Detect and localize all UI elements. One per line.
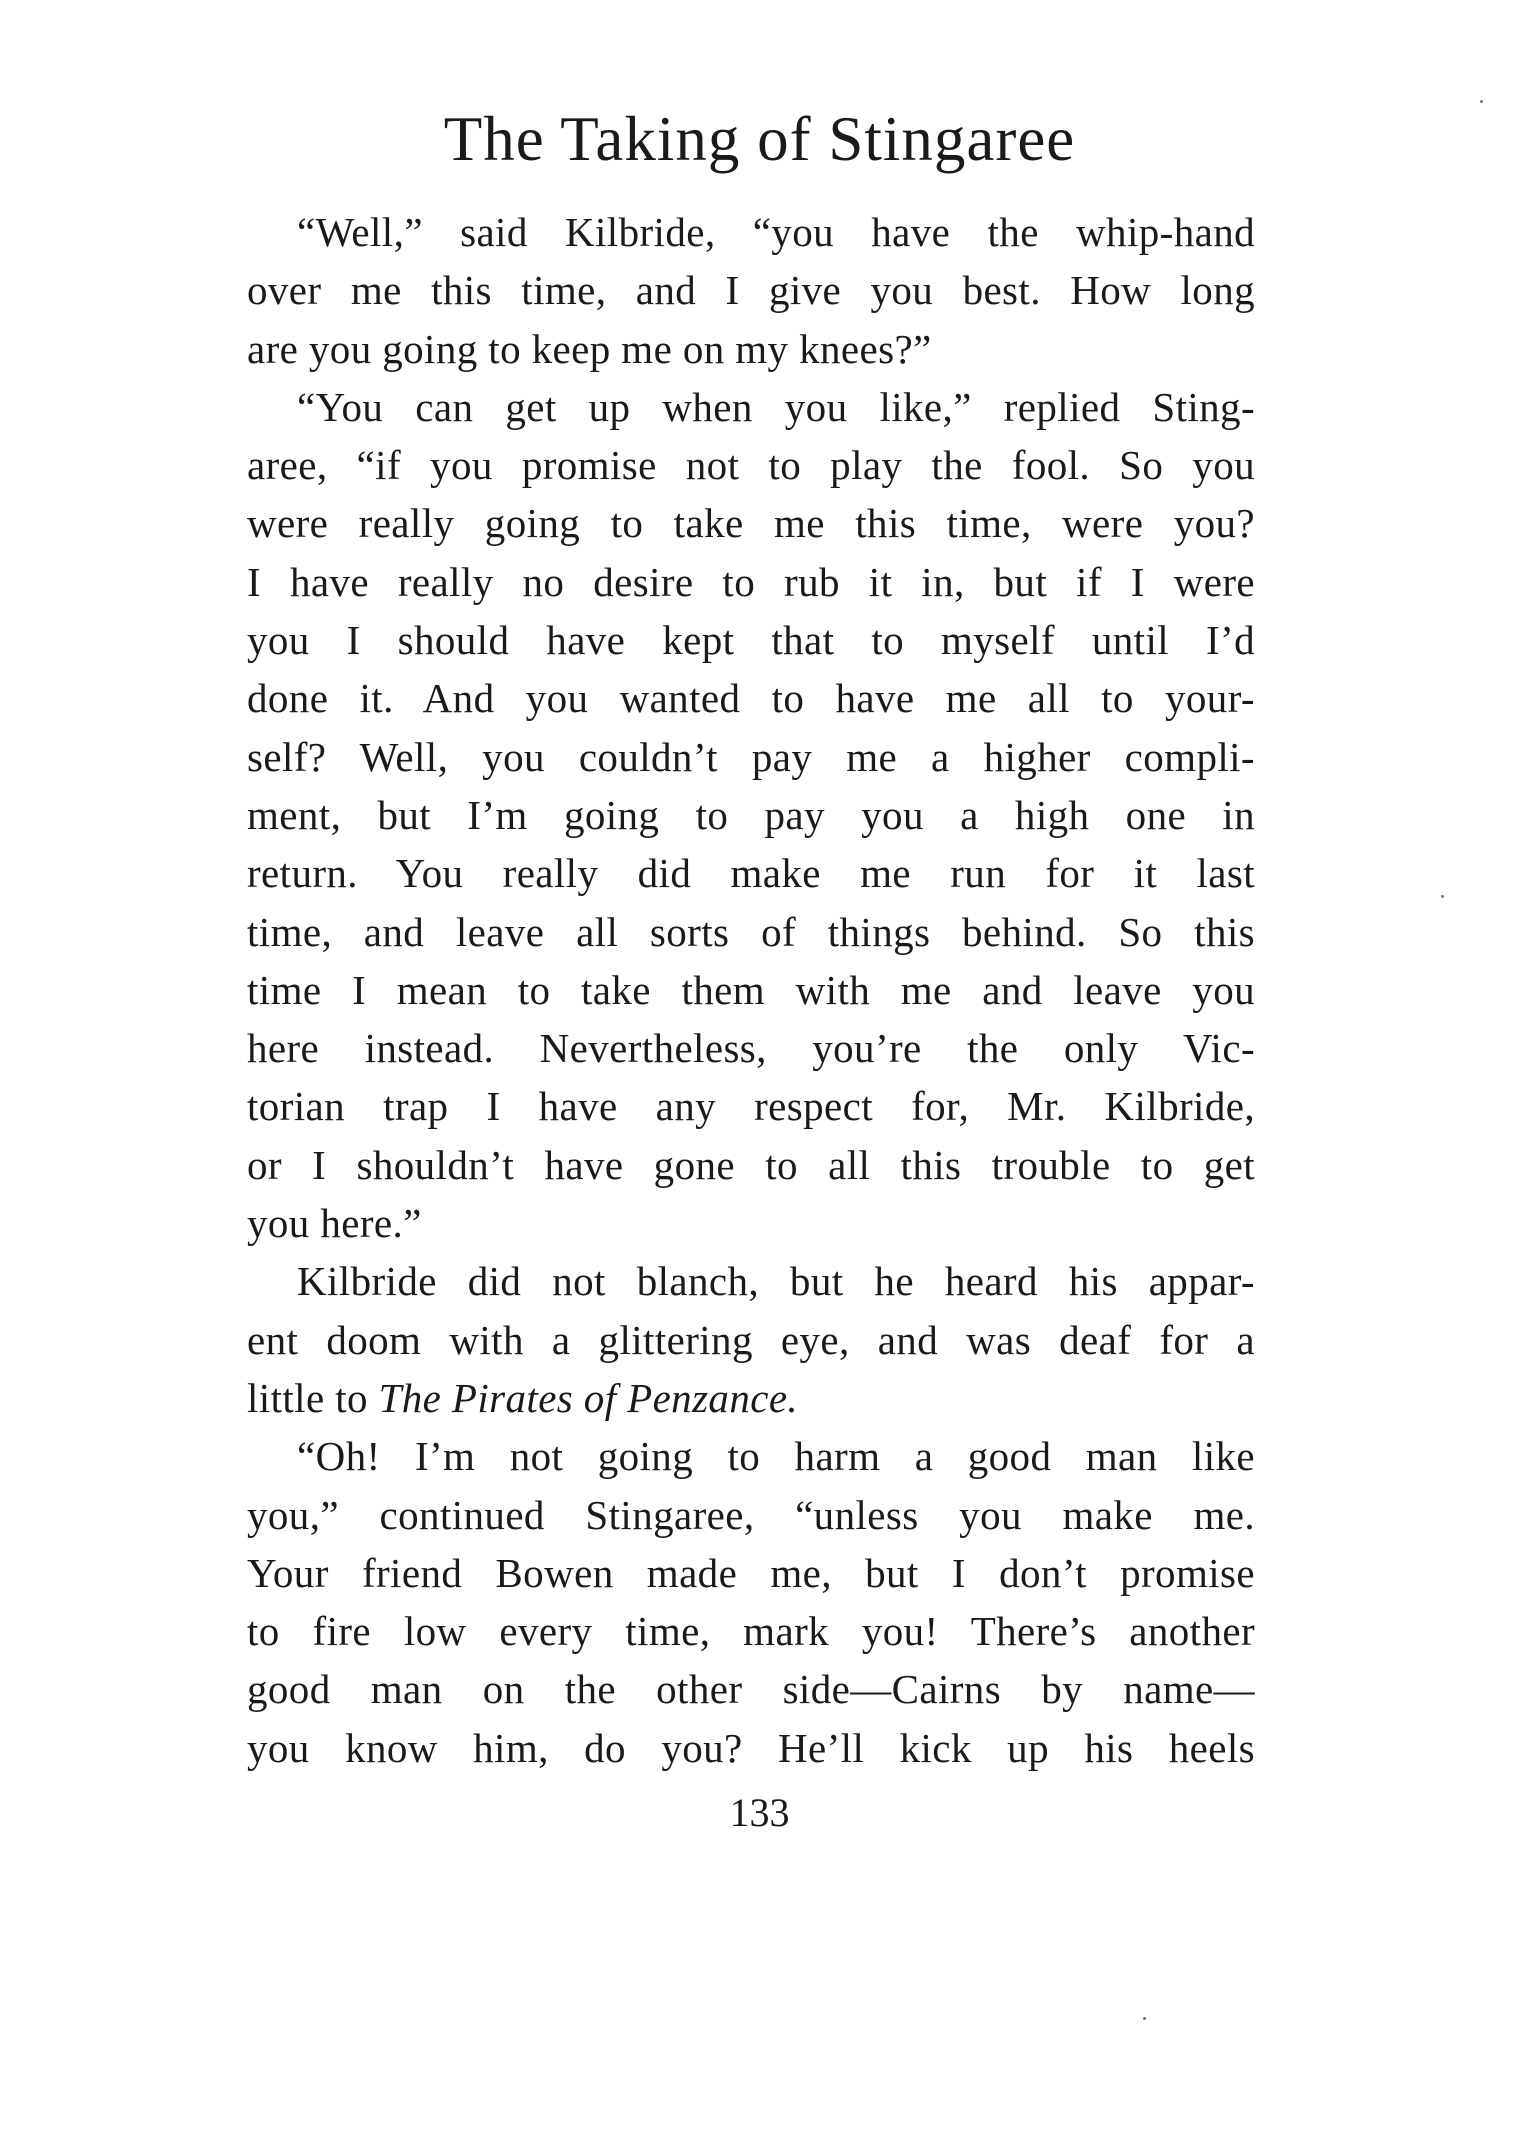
text-line: you here.” (247, 1200, 422, 1247)
text-line: torian trap I have any respect for, Mr. Kilbride, (247, 1083, 1255, 1130)
text-line: return. You really did make me run for it last (247, 850, 1255, 897)
text-line: ment, but I’m going to pay you a high one in (247, 791, 1255, 838)
text-line: I have really no desire to rub it in, but if I were (247, 558, 1255, 605)
text-line: self? Well, you couldn’t pay me a higher compli- (247, 733, 1255, 780)
text-line: ent doom with a glittering eye, and was deaf for a (247, 1316, 1255, 1363)
text-line: you I should have kept that to myself until I’d (247, 617, 1255, 664)
body-text (247, 203, 1255, 1777)
text-line: to fire low every time, mark you! There’s another (247, 1608, 1255, 1655)
paper-speck (1143, 2017, 1146, 2020)
text-line: aree, “if you promise not to play the fool. So you (247, 442, 1255, 489)
text-line: are you going to keep me on my knees?” (247, 325, 932, 372)
paper-speck (1480, 100, 1483, 103)
line-prefix: little to (247, 1374, 368, 1421)
page-number: 133 (729, 1790, 790, 1835)
paper-speck (1441, 895, 1444, 898)
text-line: you,” continued Stingaree, “unless you make me. (247, 1491, 1255, 1538)
text-line: or I shouldn’t have gone to all this trouble to get (247, 1141, 1255, 1188)
text-line: good man on the other side—Cairns by name— (247, 1666, 1255, 1713)
text-line-with-title (247, 1369, 1255, 1427)
text-line: done it. And you wanted to have me all to your- (247, 675, 1255, 722)
text-line: “Well,” said Kilbride, “you have the whip-hand (297, 209, 1255, 255)
text-line: Kilbride did not blanch, but he heard his appar- (297, 1258, 1255, 1305)
text-line: time I mean to take them with me and leave you (247, 966, 1255, 1013)
text-line: you know him, do you? He’ll kick up his heels (247, 1724, 1255, 1771)
text-line: “You can get up when you like,” replied Sting- (297, 383, 1255, 430)
text-line: here instead. Nevertheless, you’re the only Vic- (247, 1025, 1255, 1072)
text-line: time, and leave all sorts of things behind. So this (247, 908, 1255, 955)
text-line: were really going to take me this time, were you? (247, 500, 1255, 547)
running-head: The Taking of Stingaree (443, 104, 1076, 174)
text-line: over me this time, and I give you best. How long (247, 267, 1255, 314)
italic-title: The Pirates of Penzance. (378, 1374, 799, 1421)
text-line: “Oh! I’m not going to harm a good man like (297, 1433, 1255, 1480)
text-line: Your friend Bowen made me, but I don’t promise (247, 1549, 1255, 1596)
